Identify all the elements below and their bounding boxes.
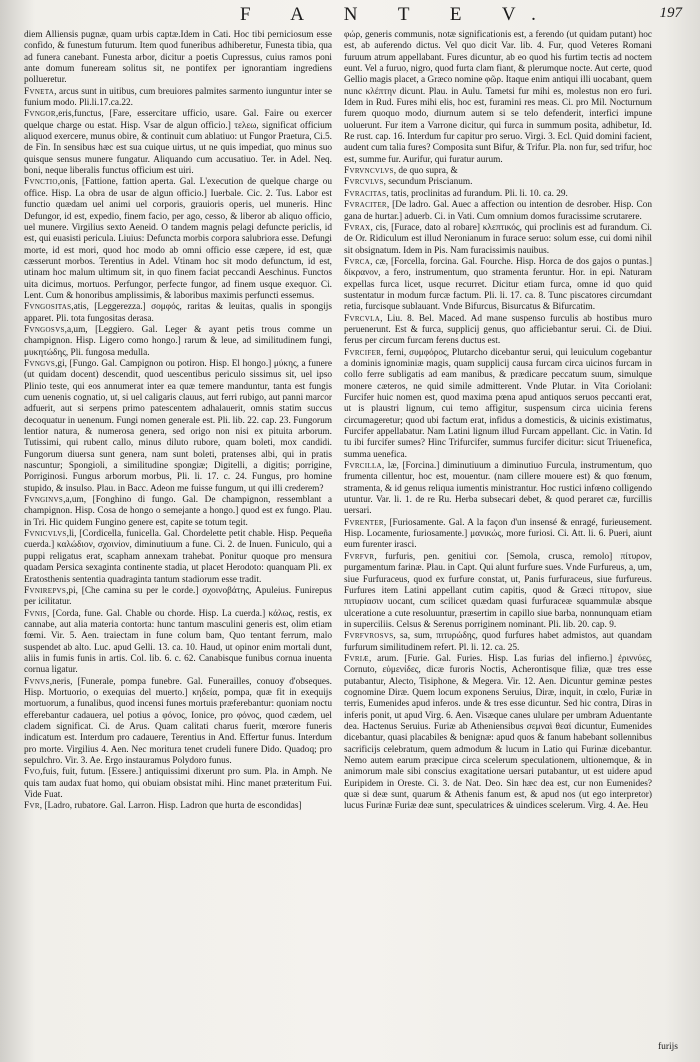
dictionary-entry — [24, 325, 332, 359]
dictionary-entry — [344, 257, 652, 314]
entry-headword: Fvngosvs — [24, 324, 65, 335]
entry-headword: Fvrcifer — [344, 347, 382, 358]
entry-headword: Fvr — [24, 801, 40, 812]
dictionary-entry — [24, 586, 332, 609]
entry-headword: Fvrcvlvs — [344, 177, 384, 188]
dictionary-entry — [344, 30, 652, 166]
entry-headword: Fvrfvr — [344, 551, 375, 562]
entry-text: , de quo supra, & — [393, 166, 458, 177]
entry-headword: Fvnctio — [24, 177, 58, 188]
entry-text: ,atis, [Leggerezza.] σομφός, raritas & leuitas, qualis in spongijs apparet. Pli. tota fungositas derasa. — [24, 302, 332, 324]
entry-text: , ferni, συμφόρος, Plutarcho dicebantur serui, qui leuiculum cogebantur a dominis ignominiæ magis, quam supplicij causa furcam circa uicinos furcam in collo ferre subligatis ad eam manibus, & prædicare peccatum suum, simulque monere cæteros, ne quid simile admitterent. Vnde Plutar. in Vita Coriolani: Furcifer huic nomen est, quod maxima pœna apud antiquos seruos peccanti erat, ut is plaustri lignum, cui temo affigitur, suspensum circa uicinia ferens circumageretur; quod ubi factum erat, infidus a domesticis, & uicinis existimatus, Furcifer appellabatur. Nam Latini lignum illud Furcam appellant. Cic. in Vatin. Id tu ibi furcifer sumes? Hinc Trifurcifer, summus furcifer dicitur: sicut Triuenefica, summa uenefica. — [344, 347, 652, 460]
dictionary-entry — [344, 552, 652, 631]
entry-text: , cæ, [Forcella, forcina. Gal. Fourche. Hisp. Horca de dos gajos o puntas.] δίκρανον, a fero, instrumentum, quo stramenta feruntur. Hor. in epi. Naturam expellas furca licet, usque recurret. Dicitur etiam furca, omne id quo quid sustentatur in modum furcæ factum. Pli. li. 17. ca. 8. Tunc piscatores circumdant retia, furcisque sublauant. Vnde Bifurcus, Bisurcatus & Bifurcatim. — [344, 256, 652, 313]
header-title: F A N T E V. — [240, 4, 554, 25]
entry-headword: Fvrax — [344, 222, 371, 233]
entry-text: φώρ, generis communis, notæ significationis est, a ferendo (ut quidam putant) hoc est, ab auferendo dictus. Vel quo dicit Var. lib. 4. Fur, quod Veteres Romani furuum atrum appellabant. Fures dicuntur, ab eo quod his furtim tectis ad noctem eunt. Vel a furuo, nigro, quod furta clam fiant, & plerumque nocte. Aut certe, quod Gellio magis placet, a Græco nomine φῶρ. Itaque enim antiqui illi uocabant, quem nunc κλέπτην dicunt. Plau. in Aulu. Tametsi fur mihi es, molestus non ero furi. Idem in Rud. Fures mihi elis, hoc est, furamini res meas. Ci. pro Mil. Nocturnum furem quoquo modo, diurnum autem si se telo defenderit, interfici impune uoluerunt. Fur item a Varrone dicitur, qui furca in summum posita, adhibetur, Id. Re rust. cap. 16. Interdum fur capitur pro seruo. Virgi. 3. Ecl. Quid domini facient, audent cum talia fures? Composita sunt Bifur, & Trifur. Pla. non fur, sed trifur, hoc est, summe fur. Aurifur, qui furatur aurum. — [344, 30, 652, 165]
dictionary-entry — [24, 677, 332, 768]
entry-text: , [Ladro, rubatore. Gal. Larron. Hisp. Ladron que hurta de escondidas] — [39, 801, 302, 812]
dictionary-entry — [344, 348, 652, 461]
entry-text: , arcus sunt in uitibus, cum breuiores palmites sarmento iunguntur inter se funium modo. Pli.li.17.ca.22. — [24, 86, 332, 109]
entry-text: , læ, [Forcina.] diminutiuum a diminutiuo Furcula, instrumentum, quo frumenta cillentur, hoc est, mouentur. (nam cillere mouere est) & quo fœnum, stramenta, & id genus reliqua iumentis ministrantur. Hoc rustici infœno colligendo utuntur. Var. li. 1. de re Ru. Herba subsecari debet, & quod peraret cæ, furcillis uersari. — [344, 461, 652, 517]
dictionary-entry — [24, 495, 332, 529]
left-column — [24, 30, 332, 1054]
entry-text: ,onis, [Fattione, fattion aperta. Gal. L'execution de quelque charge ou office. Hisp. La obra de usar de algun officio.] Iuerbale. Cic. 2. Tus. Labor est functio quædam uel animi uel corporis, grauioris operis, uel muneris. Hinc Defungor, id est, expedio, finem facio, per ago, cesso, & liberor ab aliquo officio, uel munere. Virgilius sexto Aeneid. O tandem magnis pelagi defuncte periclis, id est, qui euasisti pericula. Liuius: Defuncta morbis corpora salubriora esse. Defungi morte, id est mori, quod hoc modo ab omni officio esse cæpere, id est, quæ cæsserunt morbos. Terentius in Adel. Vtinam hoc sit modo defunctum, id est, utinam hoc malum ultimum sit, in quo finem faciat peccandi Aeschinus. Functos uita dicimus, mortuos. Perfungor, perfecte fungor, ad finem usque exequor. Ci. Lent. Cum & honoribus amplissimis, & laboribus maximis perfuncti essemus. — [24, 177, 332, 301]
entry-text: , [Furiosamente. Gal. A la façon d'un insensé & enragé, furieusement. Hisp. Locamente, furiosamente.] μανικώς, more furiosi. Ci. Att. li. 6. Pueri, aiunt eum furenter irasci. — [344, 517, 652, 551]
entry-text: ,li, [Cordicella, funicella. Gal. Chordelette petit chable. Hisp. Pequeña cuerda.] καλώδιον, σχοινίον, diminutiuum a fune. Ci. 2. de Inuen. Funiculo, qui a puppi religatus erat, scapham annexam trahebat. Ponitur quoque pro mensura quadam Persica sexaginta continente stadia, ut placet Herodoto: quanquam Pli. ex Eratosthenis sententia quadraginta tantum stadiorum esse tradit. — [24, 529, 332, 585]
entry-headword: Fvraciter — [344, 200, 387, 211]
entry-headword: Fvngositas — [24, 302, 72, 313]
dictionary-entry — [344, 223, 652, 257]
entry-headword: Fvrenter — [344, 517, 384, 528]
dictionary-entry — [344, 314, 652, 348]
entry-text: , Liu. 8. Bel. Maced. Ad mane suspenso furculis ab hostibus muro peruenerunt. Est & furca, supplicij genus, quo afficiebantur serui. Ci. de Diui. ferus per circum furcam ferens ductus est. — [344, 313, 652, 347]
entry-text: , [Corda, fune. Gal. Chable ou chorde. Hisp. La cuerda.] κάλως, restis, ex cannabe, aut alia materia contorta: hunc tantum masculini generis est, olim etiam fœmi. Vir. 5. Aen. traiectam in fune colum bam, Quo tentant ferrum, malo suspendet ab alto. Luc. apud Gelli. 13. ca. 10. Haud, ut opinor enim mortali dunt, aliis in fumis funis in artis. Col. lib. 6. c. 62. Canabisque funibus cornua inuenta cornua ligatur. — [24, 608, 332, 676]
entry-text: ,pi, [Che camina su per le corde.] σχοινοβάτης, Apuleius. Funirepus per icilitatur. — [24, 585, 332, 608]
entry-headword: Fvriæ — [344, 653, 369, 664]
dictionary-entry — [344, 177, 652, 188]
entry-text: ,eris,functus, [Fare, essercitare ufficio, usare. Gal. Faire ou exercer quelque charge ou estat. Hisp. Vsar de algun officio.] τελεω, significat officium aliquod exercere, munus obire, & continuit cum ablatiuo: ut Fungor Praetura, Ci.5. de Fin. In sensibus hæc est sua cuique uirtus, ut ne quis impediat, quo minus suo quisque sensus munere fungatur. Aliquando cum accusatiuo. Ter. in Adel. Neq. boni, neque liberalis functus officium est uiri. — [24, 109, 332, 177]
entry-headword: Fvracitas — [344, 188, 387, 199]
dictionary-entry — [24, 609, 332, 677]
dictionary-entry — [24, 767, 332, 801]
entry-headword: Fvnirepvs — [24, 585, 67, 596]
entry-text: , sa, sum, πιτυρώδης, quod furfures habet admistos, aut quandam furfurum similitudinem refert. Pl. li. 12. ca. 25. — [344, 631, 652, 653]
dictionary-entry — [24, 87, 332, 110]
entry-headword: Fvrcvla — [344, 313, 381, 324]
entry-text: , tatis, proclinitas ad furandum. Pli. li. 10. ca. 29. — [386, 188, 568, 199]
entry-text: ,a,um, [Fonghino di fungo. Gal. De champignon, ressemblant a champignon. Hisp. Cosa de hongo o semejante a hongo.] quod est ex fungo. Plau. in Tri. Hic quidem Fungino genere est, capite se totum tegit. — [24, 495, 332, 528]
entry-text: ,a,um, [Leggiero. Gal. Leger & ayant petis trous comme un champignon. Hisp. Ligero como hongo.] rarum & leue, ad similitudinem fungi, μυκητώδης, Pli. fungosa medulla. — [24, 324, 332, 358]
dictionary-entry — [344, 631, 652, 654]
dictionary-entry — [24, 801, 332, 812]
dictionary-entry — [24, 30, 332, 87]
entry-text: diem Alliensis pugnæ, quam urbis captæ.Idem in Cati. Hoc tibi perniciosum esse confido, & funestum futurum. Item quod funeribus adhiberetur, Funesta tibia, qua ad funera canebant. Funesta arbor, dicitur a poetis Cupressus, cuius ramos poni ante domum funeream solitus sit, ne pontifex per ignorantiam ingrediens pollueretur. — [24, 30, 332, 86]
entry-text: , cis, [Furace, dato al robare] κλεπτικός, qui proclinis est ad furandum. Ci. de Or. Ridiculum est illud Neronianum in furace seruo: solum esse, cui domi nihil sit obsignatum. Idem in Pis. Nam furacissimis nauibus. — [344, 222, 652, 256]
catchword: furijs — [657, 1042, 678, 1052]
entry-headword: Fvrcilla — [344, 461, 382, 472]
entry-headword: Fvnis — [24, 608, 48, 619]
entry-text: , [De ladro. Gal. Auec a affection ou intention de desrober. Hisp. Con gana de hurtar.] aduerb. Ci. in Vati. Cum omnium domos furacissime scrutarere. — [344, 200, 652, 222]
dictionary-entry — [24, 177, 332, 302]
entry-headword: Fvrvncvlvs — [344, 166, 394, 177]
entry-text: , arum. [Furie. Gal. Furies. Hisp. Las furias del infierno.] ἐριννύες, Cornuto, εὐμενίδες, dicæ furoris Noctis, Acherontisque filiæ, quæ tres esse putabantur, Alecto, Tisiphone, & Megera. Vir. 12. Aen. Dicuntur geminæ pestes cognomine Diræ. Quem locum exponens Seruius, Diræ, inquit, in cœlo, Furiæ in terris, Eumenides apud inferos. unde & tres esse dicuntur. Sed hic contra, Diras in inferis ponit, ut apud Virg. 6. Aen. Visæque canes ululare per umbram Aduentante dea. Hactenus Seruius. Furiæ ab Atheniensibus σεμναὶ θεαί dicuntur, Eumenides dicebantur, quasi placabiles & benignæ: apud quos & fanum habebant sollennibus sacrificijs celebratum, quem admodum & lucum in Latio qui Furinæ dicebantur. Nemo autem earum præcipue circa scelerum speculationem, ultionemque, & in animorum male sibi conscius exagitatione uersari putabantur, ut est uidere apud Euripidem in Oreste. Ci. 3. de Nat. Deo. Sin hæc dea est, cur non Eumenides? quæ si deæ sunt, quarum & Athenis fanum est, & apud nos (ut ego interpretor) lucus Furinæ Furiæ deæ sunt, speculatrices & uindices scelerum. Virg. 4. Ae. Heu — [344, 653, 652, 812]
dictionary-entry — [24, 359, 332, 495]
dictionary-entry — [24, 302, 332, 325]
dictionary-entry — [24, 529, 332, 586]
entry-headword: Fvrfvrosvs — [344, 631, 394, 642]
page-number: 197 — [659, 5, 682, 21]
entry-text: ,neris, [Funerale, pompa funebre. Gal. Funerailles, conuoy d'obseques. Hisp. Mortuorio, o exequias del muerto.] κηδεία, pompa, quæ fit in exequijs mortuorum, a funalibus, quod incensi funes mortuis præferebantur: quoniam noctu efferebantur cadauera, uel potius a φόνος, Ionice, pro φόνος, quod cædem, uel cladem significat. Ci. de Arus. Quam calitati charus fuerit, mœrore funeris indicatum est. Interdum pro cadauere, Terentius in And. Effertur funus. Interdum pro morte. Virgilius 4. Aen. Nec moritura tenet crudeli funere Dido. Quadoq; pro sepulchro. Vir. 3. Ae. Ergo instauramus Polydoro funus. — [24, 676, 332, 766]
dictionary-entry — [344, 189, 652, 200]
entry-text: ,fuis, fuit, futum. [Essere.] antiquissimi dixerunt pro sum. Pla. in Amph. Ne quis tam audax fuat homo, qui obuiam obsistat mihi. Hinc manet præteritum Fui. Vide Fuat. — [24, 767, 332, 801]
entry-headword: Fvnicvlvs — [24, 529, 67, 540]
entry-headword: Fvngor — [24, 109, 56, 120]
entry-text: , furfuris, pen. genitiui cor. [Semola, crusca, remolo] πίτυρον, purgamentum farinæ. Plau. in Capt. Qui alunt furfure sues. Vnde Furfureus, a, um, siue Furfuraceus, quod ex furfure constat, ut, Panis furfuraceus, siue furfureus. Furfures item Latini appellant cutim capitis, quod & Græci πίτυρον, siue πιτυρίασιν uocant, cum scilicet quædam quasi furfuraceæ squammulæ absque ulceratione a cute resoluuntur, præsertim in capillo siue barba, nonnunquam etiam in superciliis. Celsus & Serenus porriginem nominant. Pli. lib. 20. cap. 9. — [344, 551, 652, 630]
entry-headword: Fvo — [24, 767, 41, 778]
dictionary-entry — [344, 518, 652, 552]
right-column — [344, 30, 652, 1056]
entry-headword: Fvneta — [24, 86, 55, 97]
dictionary-entry — [344, 461, 652, 518]
entry-headword: Fvrca — [344, 256, 371, 267]
entry-text: ,gi, [Fungo. Gal. Campignon ou potiron. Hisp. El hongo.] μύκης, a funere (ut quidam docent) descendit, quod uescentibus periculo sissimus sit, uel ipso Plinio teste, qui eos annumerat inter ea quæ temere manduntur, tanta est fungis cum uenenis cognatio, ut, si uel caligaris clauus, aut ferri rubigo, aut panni marcor adfuerit, aut si serpens primo patescentem adhalauerit, omnis statim succus decoquatur in uenenum. Fungi nomen generale est. Pli. lib. 22. cap. 23. Fungorum lentior natura, & numerosa genera, sed origo non nisi ex pituita arborum. Tutissimi, qui rubent callo, minus diluto rubore, quam boleti, mox candidi. Fungorum diuersa sunt genera, nam sunt boleti, pratenses albi, qui in pratis nascuntur; Spongioli, a similitudine spongiæ; Digitelli, a digitis; porrigine, Porriginosi. Fungus arborum morbus, Pli. li. 17. c. 24. Fungus, pro homine stupido, & insulso. Plau. in Bacc. Adeon me fuisse fungum, ut qui illi crederem? — [24, 358, 332, 494]
entry-text: , secundum Priscianum. — [383, 177, 473, 188]
dictionary-entry — [344, 200, 652, 223]
dictionary-entry — [344, 166, 652, 177]
entry-headword: Fvnvs — [24, 676, 50, 687]
entry-headword: Fvngvs — [24, 358, 56, 369]
dictionary-entry — [344, 654, 652, 813]
running-header — [0, 4, 700, 28]
entry-headword: Fvnginvs — [24, 495, 64, 506]
dictionary-entry — [24, 109, 332, 177]
